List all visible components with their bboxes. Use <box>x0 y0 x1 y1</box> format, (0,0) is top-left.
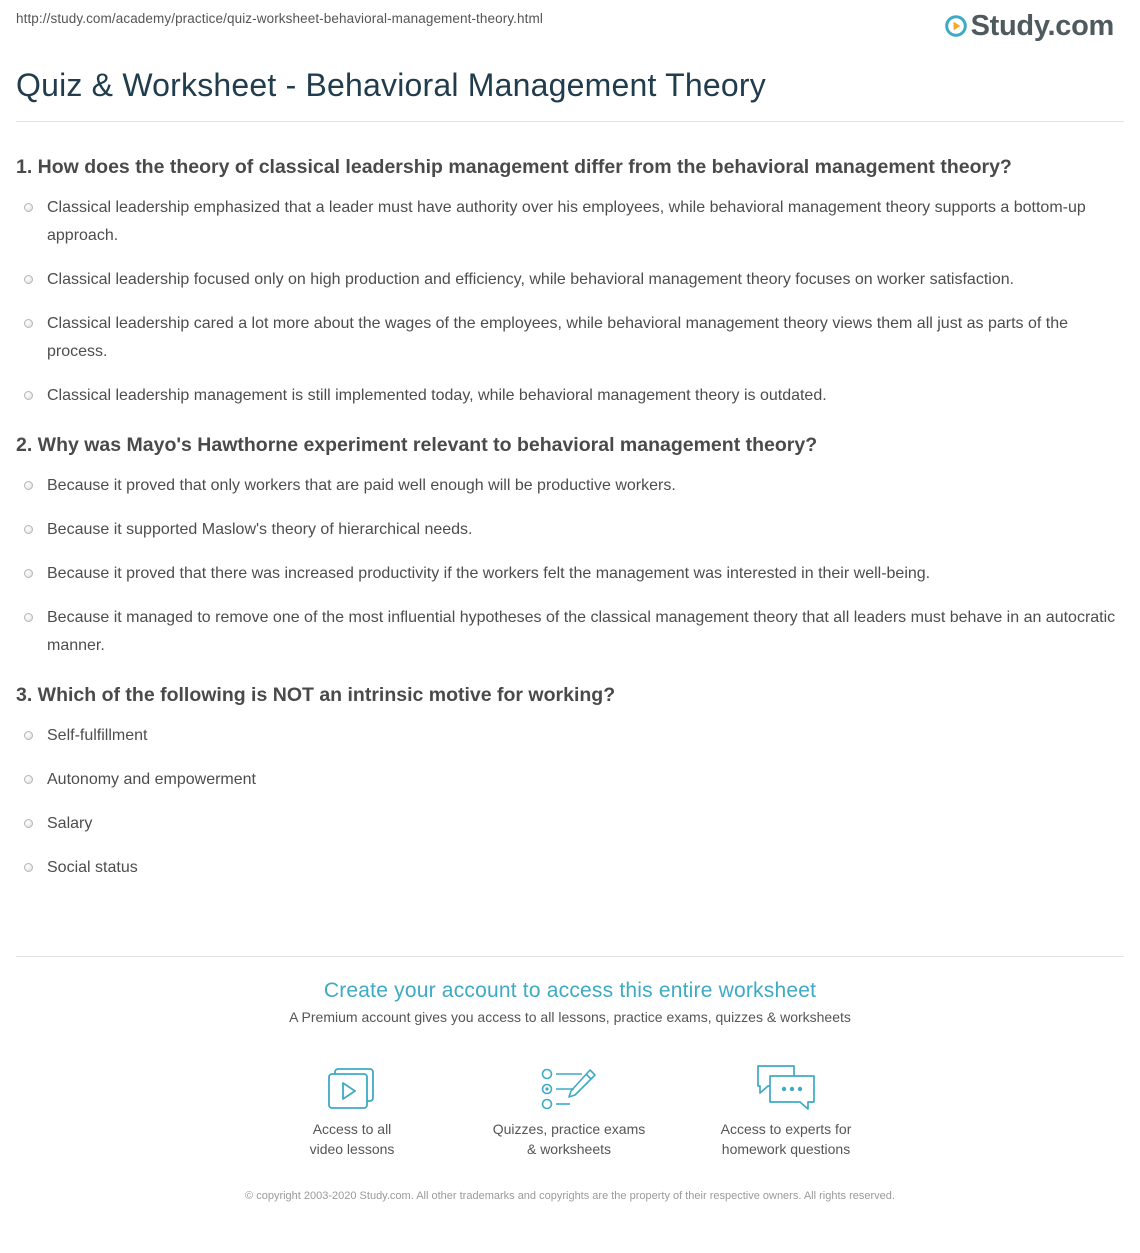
answer-text: Classical leadership emphasized that a leader must have authority over his employees, while behavioral management theory supports a bottom-up approach. <box>47 199 1086 244</box>
answer-option[interactable] <box>16 766 1124 794</box>
answer-option[interactable] <box>16 604 1124 660</box>
answer-text: Because it supported Maslow's theory of hierarchical needs. <box>47 521 473 538</box>
answer-option[interactable] <box>16 854 1124 882</box>
answer-text: Salary <box>47 815 93 832</box>
answer-text: Self-fulfillment <box>47 727 148 744</box>
radio-button[interactable] <box>24 863 33 872</box>
radio-button[interactable] <box>24 525 33 534</box>
chat-bubbles-icon <box>754 1062 818 1112</box>
answer-text: Classical leadership management is still implemented today, while behavioral management theory is outdated. <box>47 387 827 404</box>
radio-button[interactable] <box>24 775 33 784</box>
feature-video-lessons <box>252 1060 452 1159</box>
question-title: 1. How does the theory of classical leadership management differ from the behavioral management theory? <box>16 156 1012 178</box>
question-list <box>16 152 1124 902</box>
answer-option[interactable] <box>16 516 1124 544</box>
cta-divider <box>16 956 1124 957</box>
answer-text: Classical leadership cared a lot more about the wages of the employees, while behavioral management theory views them all just as parts of the process. <box>47 315 1068 360</box>
title-divider <box>16 121 1124 122</box>
answer-options <box>16 194 1124 410</box>
logo-text: Study.com <box>970 9 1114 42</box>
answer-text: Because it proved that only workers that are paid well enough will be productive workers. <box>47 477 676 494</box>
radio-button[interactable] <box>24 391 33 400</box>
radio-button[interactable] <box>24 319 33 328</box>
page-title: Quiz & Worksheet - Behavioral Management Theory <box>16 67 766 103</box>
feature-label-line-2: & worksheets <box>526 1141 612 1157</box>
answer-option[interactable] <box>16 560 1124 588</box>
feature-quizzes <box>469 1060 669 1159</box>
answer-option[interactable] <box>16 722 1124 750</box>
question-title: 2. Why was Mayo's Hawthorne experiment relevant to behavioral management theory? <box>16 434 818 456</box>
answer-option[interactable] <box>16 266 1124 294</box>
answer-option[interactable] <box>16 382 1124 410</box>
feature-label-line-1: Access to all <box>312 1121 392 1137</box>
cta-subtitle: A Premium account gives you access to all lessons, practice exams, quizzes & worksheets <box>289 1009 851 1025</box>
answer-text: Because it managed to remove one of the most influential hypotheses of the classical management theory that all leaders must behave in an autocratic manner. <box>47 609 1116 654</box>
create-account-link[interactable]: Create your account to access this entire worksheet <box>323 979 817 1002</box>
answer-option[interactable] <box>16 310 1124 366</box>
copyright-text: © copyright 2003-2020 Study.com. All other trademarks and copyrights are the property of their respective owners. All rights reserved. <box>245 1190 895 1202</box>
copyright-footer <box>0 1188 1140 1205</box>
question-title: 3. Which of the following is NOT an intrinsic motive for working? <box>16 684 616 706</box>
answer-text: Classical leadership focused only on high production and efficiency, while behavioral management theory focuses on worker satisfaction. <box>47 271 1015 288</box>
answer-text: Autonomy and empowerment <box>47 771 256 788</box>
feature-label-line-2: video lessons <box>309 1141 395 1157</box>
question-3 <box>16 680 1124 882</box>
feature-experts <box>686 1060 886 1159</box>
radio-button[interactable] <box>24 613 33 622</box>
quiz-checklist-icon <box>540 1066 598 1112</box>
video-lessons-icon <box>326 1066 378 1112</box>
radio-button[interactable] <box>24 731 33 740</box>
answer-text: Because it proved that there was increased productivity if the workers felt the management was interested in their well-being. <box>47 565 931 582</box>
question-2 <box>16 430 1124 660</box>
answer-text: Social status <box>47 859 138 876</box>
page-url: http://study.com/academy/practice/quiz-worksheet-behavioral-management-theory.html <box>16 11 543 26</box>
answer-option[interactable] <box>16 194 1124 250</box>
answer-options <box>16 722 1124 882</box>
radio-button[interactable] <box>24 819 33 828</box>
feature-label-line-1: Access to experts for <box>720 1121 852 1137</box>
play-circle-icon <box>945 15 967 37</box>
answer-option[interactable] <box>16 810 1124 838</box>
answer-option[interactable] <box>16 472 1124 500</box>
answer-options <box>16 472 1124 660</box>
radio-button[interactable] <box>24 569 33 578</box>
radio-button[interactable] <box>24 481 33 490</box>
radio-button[interactable] <box>24 275 33 284</box>
radio-button[interactable] <box>24 203 33 212</box>
feature-label-line-1: Quizzes, practice exams <box>492 1121 646 1137</box>
study-logo[interactable] <box>945 6 1114 46</box>
feature-label-line-2: homework questions <box>721 1141 851 1157</box>
question-1 <box>16 152 1124 410</box>
